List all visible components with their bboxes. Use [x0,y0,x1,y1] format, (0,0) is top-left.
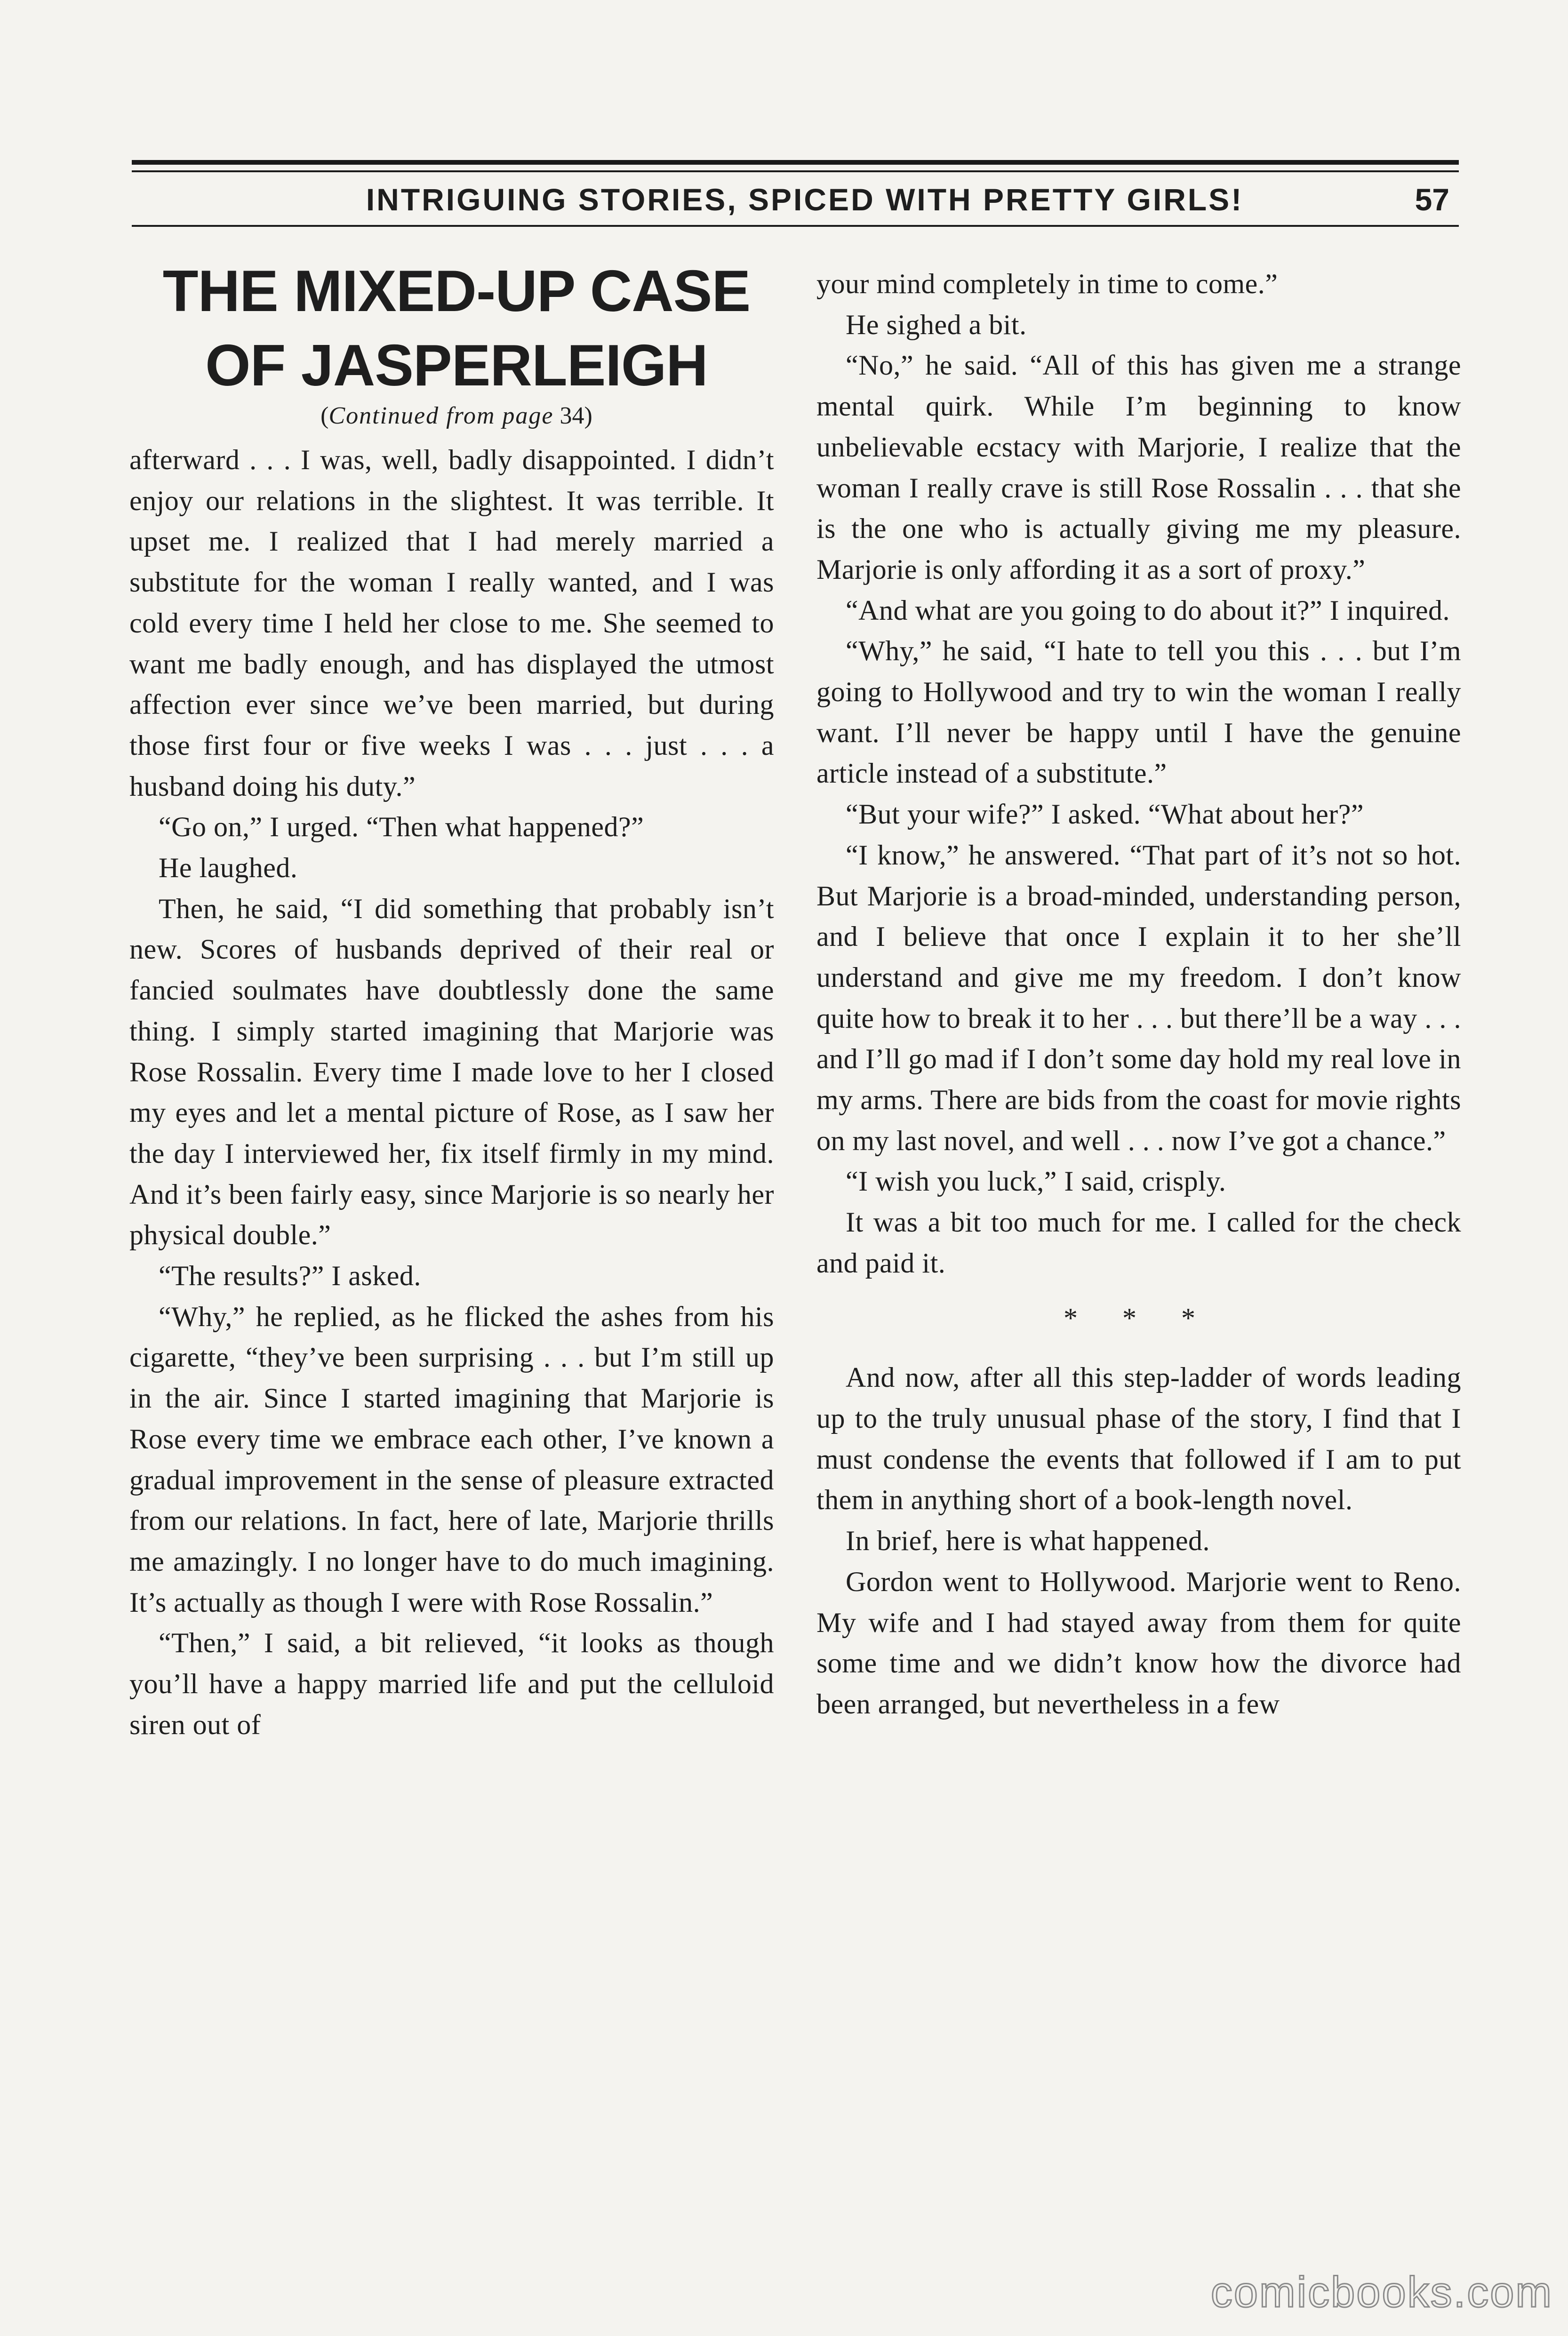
section-break: * * * [1064,1302,1214,1334]
paragraph: Then, he said, “I did something that probably isn’t new. Scores of husbands deprived of their real or fancied soulmates have doubtlessly done the same thing. I simply started imagining that Marjorie was Rose Rossalin. Every time I made love to her I closed my eyes and let a mental picture of Rose, as I saw her the day I interviewed her, fix itself firmly in my mind. And it’s been fairly easy, since Marjorie is so nearly her physical double.” [129,893,774,1251]
paragraph: “Then,” I said, a bit relieved, “it looks as though you’ll have a happy married life and put the celluloid siren out of [129,1627,774,1740]
paragraph: your mind completely in time to come.” [816,268,1278,299]
paragraph: It was a bit too much for me. I called for the check and paid it. [816,1207,1461,1279]
right-column [816,264,1461,1725]
paragraph: “And what are you going to do about it?” I inquired. [846,594,1450,626]
paragraph: “Why,” he said, “I hate to tell you this . . . but I’m going to Hollywood and try to win the woman I really want. I’ll never be happy until I have the genuine article instead of a substitute.” [816,635,1461,789]
paragraph: “Why,” he replied, as he flicked the ashes from his cigarette, “they’ve been surprising . . . but I’m still up in the air. Since I started imagining that Marjorie is Rose every time we embrace each other, I’ve known a gradual improvement in the sense of pleasure extracted from our relations. In fact, here of late, Marjorie thrills me amazingly. I no longer have to do much imagining. It’s actually as though I were with Rose Rossalin.” [129,1301,774,1618]
running-head: INTRIGUING STORIES, SPICED WITH PRETTY GIRLS! [366,182,1244,217]
paragraph: “I know,” he answered. “That part of it’s not so hot. But Marjorie is a broad-minded, understanding person, and I believe that once I explain it to her she’ll understand and give me my freedom. I don’t know quite how to break it to her . . . but there’ll be a way . . . and I’ll go mad if I don’t some day hold my real love in my arms. There are bids from the coast for movie rights on my last novel, and well . . . now I’ve got a chance.” [816,839,1461,1156]
paragraph: “I wish you luck,” I said, crisply. [846,1166,1226,1197]
header-rule-thin [132,170,1459,172]
paragraph: In brief, here is what happened. [846,1525,1210,1557]
paragraph: He sighed a bit. [846,309,1027,340]
paragraph: And now, after all this step-ladder of words leading up to the truly unusual phase of the story, I find that I must condense the events that followed if I am to put them in anything short of a book-length novel. [816,1362,1461,1516]
article-title: THE MIXED-UP CASE OF JASPERLEIGH [162,259,751,398]
paragraph: afterward . . . I was, well, badly disappointed. I didn’t enjoy our relations in the slightest. It was terrible. It upset me. I realized that I had merely married a substitute for the woman I really wanted, and I was cold every time I held her close to me. She seemed to want me badly enough, and has displayed the utmost affection ever since we’ve been married, but during those first four or five weeks I was . . . just . . . a husband doing his duty.” [129,444,774,802]
header-rule-bottom [132,225,1459,227]
paragraph: “Go on,” I urged. “Then what happened?” [159,811,644,843]
header-rule-thick [132,160,1459,165]
paragraph: “The results?” I asked. [159,1260,421,1292]
continued-note: (Continued from page 34) [320,402,592,429]
left-column [129,440,774,1745]
paragraph: “But your wife?” I asked. “What about her?” [846,799,1364,830]
paragraph: Gordon went to Hollywood. Marjorie went to Reno. My wife and I had stayed away from them for quite some time and we didn’t know how the divorce had been arranged, but nevertheless in a few [816,1566,1461,1720]
continued-page: 34 [560,402,584,429]
paragraph: He laughed. [159,852,298,884]
continued-label: Continued from page [328,402,554,429]
page-number: 57 [1415,182,1449,217]
paragraph: “No,” he said. “All of this has given me a strange mental quirk. While I’m beginning to know unbelievable ecstacy with Marjorie, I realize that the woman I really crave is still Rose Rossalin . . . that she is the one who is actually giving me my pleasure. Marjorie is only affording it as a sort of proxy.” [816,350,1461,585]
watermark: comicbooks.com [1210,2268,1553,2316]
